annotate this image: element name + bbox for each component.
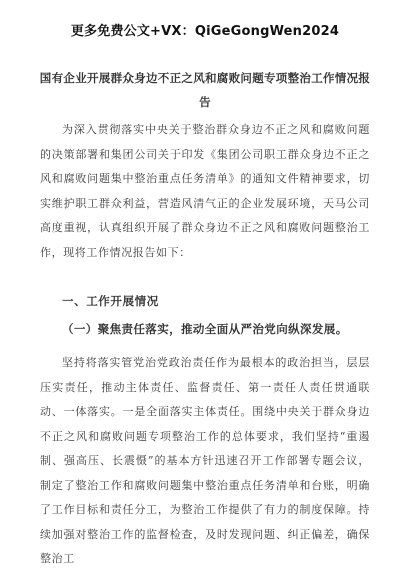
subsection-heading: （一）聚焦责任落实，推动全面从严治党向纵深发展。 — [62, 322, 348, 336]
section-heading: 一、工作开展情况 — [62, 294, 159, 308]
document-title: 国有企业开展群众身边不正之风和腐败问题专项整治工作情况报告 — [39, 71, 371, 109]
intro-paragraph: 为深入贯彻落实中央关于整治群众身边不正之风和腐败问题的决策部署和集团公司关于印发《集团公司职工群众身边不正之风和腐败问题集中整治重点任务清单》的通知文件精神要求，切实维护职工群众利益，营造风清气正的企业发展环境，天马公司高度重视，认真组织开展了群众身边不正之风和腐败问题整治工作，现将工作情况报告如下： — [40, 123, 370, 259]
body-paragraph: 坚持将落实管党治党政治责任作为最根本的政治担当，层层压实责任，推动主体责任、监督责任、第一责任人责任贯通联动、一体落实。一是全面落实主体责任。围绕中央关于群众身边不正之风和腐败问题专项整治工作的总体要求，我们坚持“重遏制、强高压、长震慑”的基本方针迅速召开工作部署专题会议，制定了整治工作和腐败问题集中整治重点任务清单和台账，明确了工作目标和责任分工，为整治工作提供了有力的制度保障。持续加强对整治工作的监督检查，及时发现问题、纠正偏差，确保整治工 — [40, 356, 370, 565]
watermark-text: 更多免费公文+VX：QiGeGongWen2024 — [70, 24, 340, 39]
